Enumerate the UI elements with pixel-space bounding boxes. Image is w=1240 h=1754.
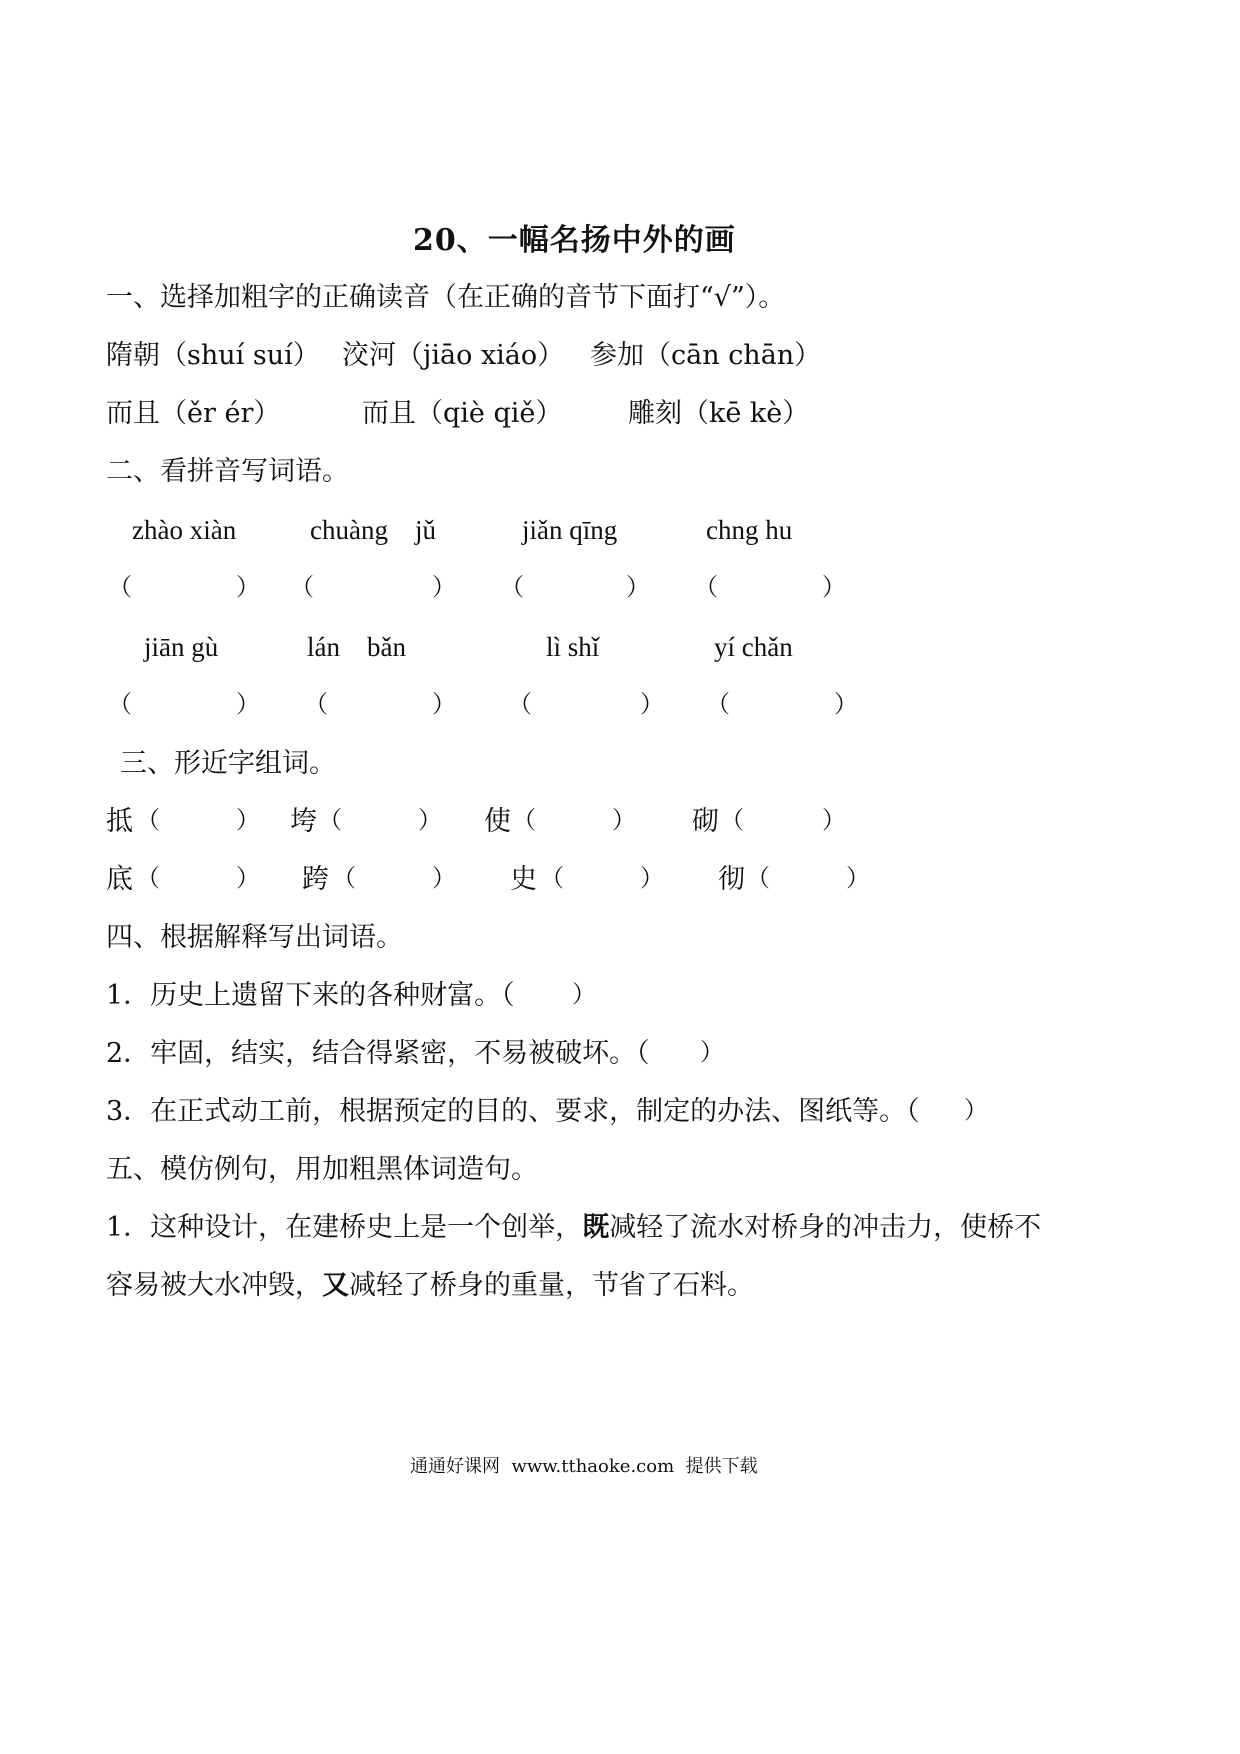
s2-blank4-close: ） [822, 573, 846, 601]
s5-line2-part-a: 容易被大水冲毁， [106, 1270, 322, 1301]
s2-blank5-close: ） [236, 690, 260, 718]
s3-r2-close-1: ） [236, 864, 260, 892]
s3-r2-open-4: （ [746, 864, 770, 892]
s4-item1-close: ） [572, 980, 596, 1008]
s2-blank6-close: ） [432, 690, 456, 718]
s3-r1-open-4: （ [720, 806, 744, 834]
s2-pinyin-1: zhào xiàn [132, 515, 237, 545]
s5-line1-part-a: 1．这种设计，在建桥史上是一个创举， [106, 1212, 583, 1243]
section1-heading: 一、选择加粗字的正确读音（在正确的音节下面打“√”）。 [106, 282, 786, 313]
s3-r2-open-1: （ [136, 864, 160, 892]
s1-row2-item3: 雕刻（kē kè） [628, 398, 810, 429]
s5-sentence-line2 [106, 1272, 754, 1299]
s3-r2-open-2: （ [332, 864, 356, 892]
s2-blank7-open: （ [508, 690, 532, 718]
s2-blank8-open: （ [706, 690, 730, 718]
s2-blank1-close: ） [236, 573, 260, 601]
s2-blank6-open: （ [304, 690, 328, 718]
s4-item-1: 1．历史上遗留下来的各种财富。（ [106, 980, 515, 1011]
s2-blank8-close: ） [834, 690, 858, 718]
s3-r2-close-4: ） [846, 864, 870, 892]
s1-row1-item3: 参加（cān chān） [590, 340, 822, 371]
section4-heading: 四、根据解释写出词语。 [106, 922, 403, 953]
s1-row1-item1: 隋朝（shuí suí） [106, 340, 320, 371]
section2-heading: 二、看拼音写词语。 [106, 456, 349, 487]
s3-r1-open-2: （ [318, 806, 342, 834]
s2-blank5-open: （ [108, 690, 132, 718]
s2-blank2-close: ） [432, 573, 456, 601]
s4-item2-close: ） [700, 1038, 724, 1066]
s3-r1-close-2: ） [418, 806, 442, 834]
section5-heading: 五、模仿例句，用加粗黑体词造句。 [106, 1154, 538, 1185]
s5-line2-part-c: 减轻了桥身的重量，节省了石料。 [349, 1270, 754, 1301]
s4-item-3: 3．在正式动工前，根据预定的目的、要求，制定的办法、图纸等。（ [106, 1096, 920, 1127]
footer-credit: 通通好课网 www.tthaoke.com 提供下载 [410, 1456, 758, 1477]
s3-r1-close-4: ） [822, 806, 846, 834]
s3-char-1: 抵 [106, 806, 133, 837]
s5-bold-you: 又 [322, 1270, 349, 1301]
s3-char-7: 史 [510, 864, 537, 895]
s1-row2-item2: 而且（qiè qiě） [362, 398, 563, 429]
page-title: 20、一幅名扬中外的画 [413, 223, 736, 258]
s2-blank1-open: （ [108, 573, 132, 601]
s2-pinyin-7: lì shǐ [546, 632, 600, 662]
s2-blank3-close: ） [626, 573, 650, 601]
s3-char-5: 底 [106, 864, 133, 895]
s3-char-8: 彻 [718, 864, 745, 895]
s2-pinyin-4: chng hu [706, 515, 793, 545]
s3-r1-open-3: （ [512, 806, 536, 834]
s3-r2-close-2: ） [432, 864, 456, 892]
s1-row1-item2: 洨河（jiāo xiáo） [342, 340, 565, 371]
s2-blank3-open: （ [500, 573, 524, 601]
s2-pinyin-3: jiǎn qīng [522, 515, 618, 545]
s2-blank7-close: ） [640, 690, 664, 718]
s2-blank2-open: （ [290, 573, 314, 601]
s3-r2-open-3: （ [540, 864, 564, 892]
s5-line1-part-c: 减轻了流水对桥身的冲击力，使桥不 [609, 1212, 1042, 1243]
s3-r1-close-3: ） [612, 806, 636, 834]
s3-char-2: 垮 [290, 806, 317, 837]
s4-item3-close: ） [964, 1096, 988, 1124]
s3-r1-close-1: ） [236, 806, 260, 834]
s3-r1-open-1: （ [136, 806, 160, 834]
s1-row2-item1: 而且（ěr ér） [106, 398, 281, 429]
s3-char-4: 砌 [692, 806, 719, 837]
s2-blank4-open: （ [694, 573, 718, 601]
s3-char-3: 使 [484, 806, 511, 837]
s4-item-2: 2．牢固，结实，结合得紧密，不易被破坏。（ [106, 1038, 650, 1069]
s2-pinyin-2: chuàng jǔ [310, 515, 436, 545]
s3-r2-close-3: ） [640, 864, 664, 892]
s2-pinyin-8: yí chǎn [714, 632, 793, 662]
section3-heading: 三、形近字组词。 [120, 748, 336, 779]
s5-sentence-line1 [106, 1214, 1041, 1241]
s2-pinyin-5: jiān gù [144, 632, 219, 662]
s3-char-6: 跨 [302, 864, 329, 895]
s2-pinyin-6: lán bǎn [307, 632, 406, 662]
s5-bold-ji: 既 [582, 1212, 610, 1243]
